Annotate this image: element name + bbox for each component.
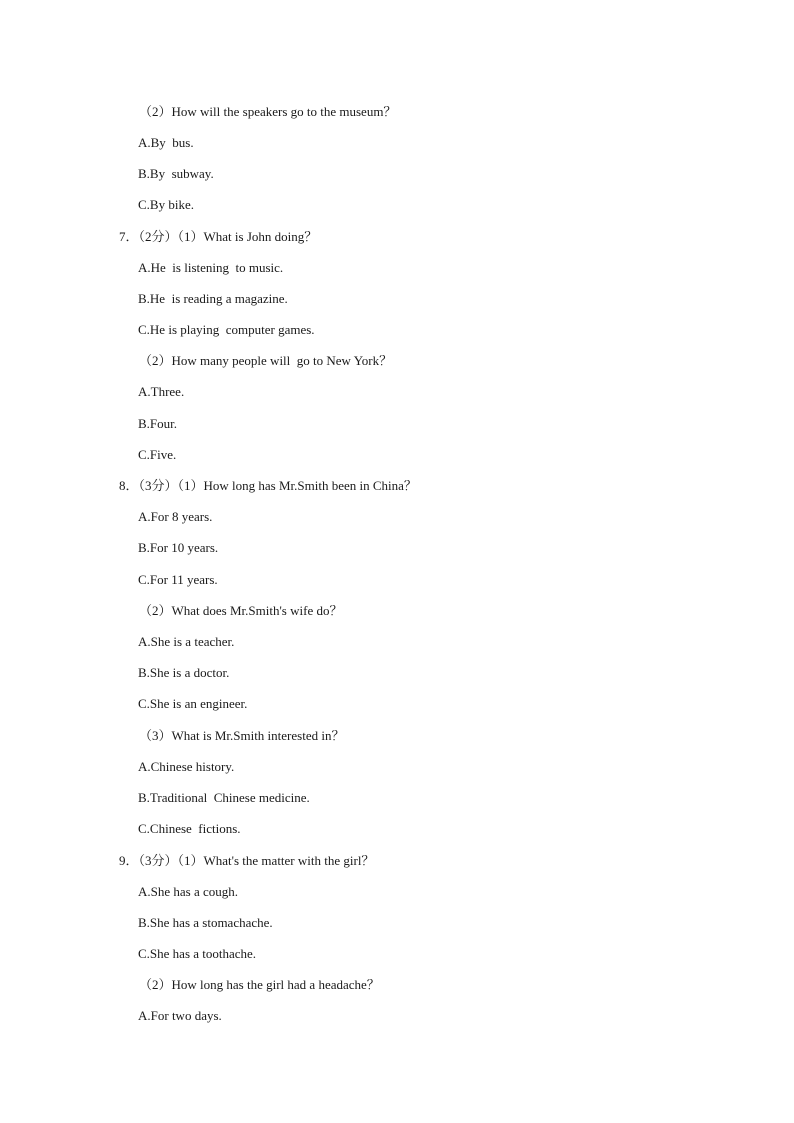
answer-option: C.By bike.: [138, 197, 194, 212]
answer-option: A.Chinese history.: [138, 759, 235, 774]
question-9: 9．（3分）（1）What's the matter with the girl？: [119, 853, 375, 868]
answer-option: A.She is a teacher.: [138, 634, 235, 649]
sub-question: （2）What does Mr.Smith's wife do？: [139, 603, 343, 618]
sub-question: （2）How long has the girl had a headache？: [139, 977, 380, 992]
sub-question: （2）How many people will go to New York？: [139, 353, 393, 368]
question-8: 8．（3分）（1）How long has Mr.Smith been in China？: [119, 478, 417, 493]
answer-option: A.For 8 years.: [138, 509, 213, 524]
answer-option: B.By subway.: [138, 166, 214, 181]
answer-option: B.She is a doctor.: [138, 665, 230, 680]
answer-option: C.Five.: [138, 447, 177, 462]
answer-option: A.Three.: [138, 384, 185, 399]
answer-option: A.By bus.: [138, 135, 194, 150]
answer-option: B.He is reading a magazine.: [138, 291, 288, 306]
answer-option: B.For 10 years.: [138, 540, 219, 555]
answer-option: B.Traditional Chinese medicine.: [138, 790, 310, 805]
answer-option: A.For two days.: [138, 1008, 222, 1023]
answer-option: A.He is listening to music.: [138, 260, 284, 275]
answer-option: B.She has a stomachache.: [138, 915, 273, 930]
sub-question: （3）What is Mr.Smith interested in？: [139, 728, 345, 743]
answer-option: C.Chinese fictions.: [138, 821, 241, 836]
answer-option: B.Four.: [138, 416, 178, 431]
sub-question: （2）How will the speakers go to the museum？: [139, 104, 397, 119]
answer-option: C.He is playing computer games.: [138, 322, 315, 337]
answer-option: A.She has a cough.: [138, 884, 239, 899]
answer-option: C.She has a toothache.: [138, 946, 257, 961]
answer-option: C.She is an engineer.: [138, 696, 248, 711]
answer-option: C.For 11 years.: [138, 572, 218, 587]
question-7: 7．（2分）（1）What is John doing？: [119, 229, 318, 244]
